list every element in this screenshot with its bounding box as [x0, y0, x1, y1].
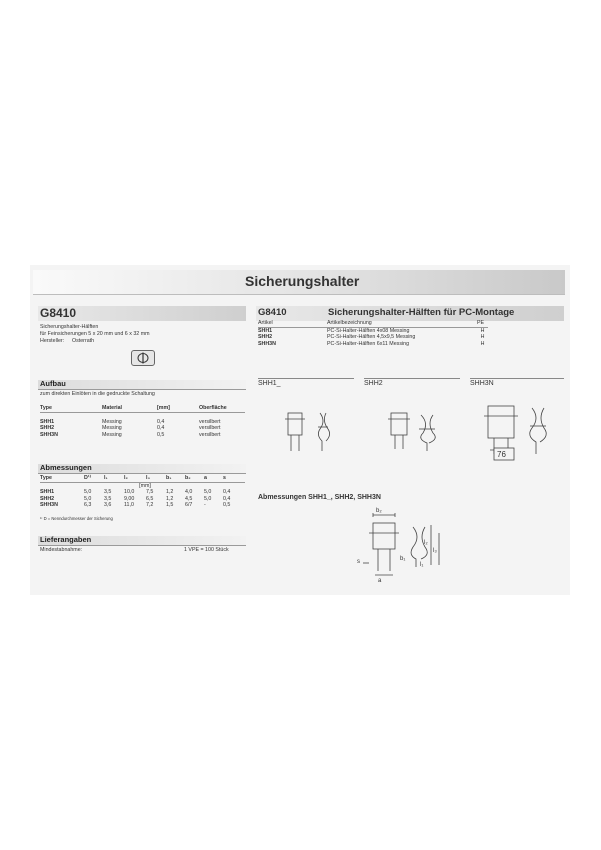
manufacturer-label: Hersteller: [40, 338, 65, 344]
table-row: SHH1 Messing 0,4 versilbert [40, 418, 221, 425]
shh2-drawing [385, 405, 445, 460]
table-row: SHH2 5,0 3,5 9,00 6,5 1,2 4,5 5,0 0,4 [40, 495, 231, 502]
table-row: SHH2 PC-Si-Halter-Hälften 4,5x9,5 Messing H [258, 334, 485, 340]
shh1-drawing [280, 405, 340, 460]
img-label-shh2: SHH2 [364, 380, 383, 387]
img-label-shh1: SHH1_ [258, 380, 281, 387]
aufbau-text: zum direkten Einlöten in die gedruckte Schaltung [40, 391, 155, 397]
left-description-line2: für Feinsicherungen 5 x 20 mm und 6 x 32 mm [40, 331, 150, 337]
drawing-label-a: a [378, 578, 382, 584]
img-divider-1 [258, 378, 354, 379]
dimensions-title: Abmessungen SHH1_, SHH2, SHH3N [258, 494, 381, 501]
right-product-title: Sicherungshalter-Hälften für PC-Montage [328, 307, 515, 318]
unit-label: [mm] [139, 482, 151, 489]
liefer-title: Lieferangaben [40, 535, 92, 544]
aufbau-col-material: Material [102, 405, 157, 412]
liefer-label: Mindestabnahme: [40, 547, 83, 553]
drawing-label-l1: l₁ [420, 562, 424, 568]
aufbau-section-bar [38, 380, 246, 390]
abmessungen-table [40, 475, 245, 509]
drawing-label-b1: b₁ [400, 556, 406, 562]
drawing-label-b2: b₂ [376, 508, 382, 514]
aufbau-col-mm: [mm] [157, 405, 199, 412]
right-product-code: G8410 [258, 307, 287, 318]
table-row: SHH3N 6,3 3,6 11,0 7,2 1,5 6/7 - 0,5 [40, 502, 231, 508]
aufbau-col-type: Type [40, 405, 102, 412]
liefer-value: 1 VPE = 100 Stück [184, 547, 229, 553]
table-row: SHH3N PC-Si-Halter-Hälften 6x11 Messing H [258, 340, 485, 347]
shh3n-drawing [480, 400, 560, 468]
drawing-label-l2: l₂ [424, 540, 428, 546]
page-title: Sicherungshalter [245, 273, 360, 289]
aufbau-title: Aufbau [40, 379, 66, 388]
aufbau-header-row [40, 405, 245, 412]
aufbau-col-surface: Oberfläche [199, 405, 245, 412]
table-row: SHH2 Messing 0,4 versilbert [40, 425, 221, 431]
table-row: SHH3N Messing 0,5 versilbert [40, 431, 221, 438]
manufacturer-logo [131, 350, 155, 366]
drawing-label-s: s [357, 559, 360, 565]
table-row: SHH1 PC-Si-Halter-Hälften 4x08 Messing H [258, 327, 485, 334]
abmessungen-footnote: ¹⁾ D = Nenndurchmesser der Sicherung [40, 516, 113, 521]
abmessungen-title: Abmessungen [40, 463, 92, 472]
img-divider-3 [470, 378, 564, 379]
left-product-code: G8410 [40, 306, 77, 320]
drawing-label-l3: l₃ [433, 548, 437, 554]
left-description-line1: Sicherungshalter-Hälften [40, 324, 99, 330]
abmessungen-header-row: Type D¹⁾ l₁ l₂ l₃ b₁ b₂ a s [40, 475, 245, 482]
article-header-row: Artikel Artikelbezeichnung PE [258, 320, 488, 327]
aufbau-table [40, 405, 245, 438]
article-table [258, 320, 488, 347]
table-row: SHH1 5,0 3,5 10,0 7,5 1,2 4,0 5,0 0,4 [40, 489, 231, 495]
shh3n-dimension-label: 76 [497, 450, 506, 459]
img-divider-2 [364, 378, 460, 379]
dimension-drawing [355, 505, 445, 585]
img-label-shh3n: SHH3N [470, 380, 494, 387]
manufacturer-value: Osterrath [72, 338, 95, 344]
